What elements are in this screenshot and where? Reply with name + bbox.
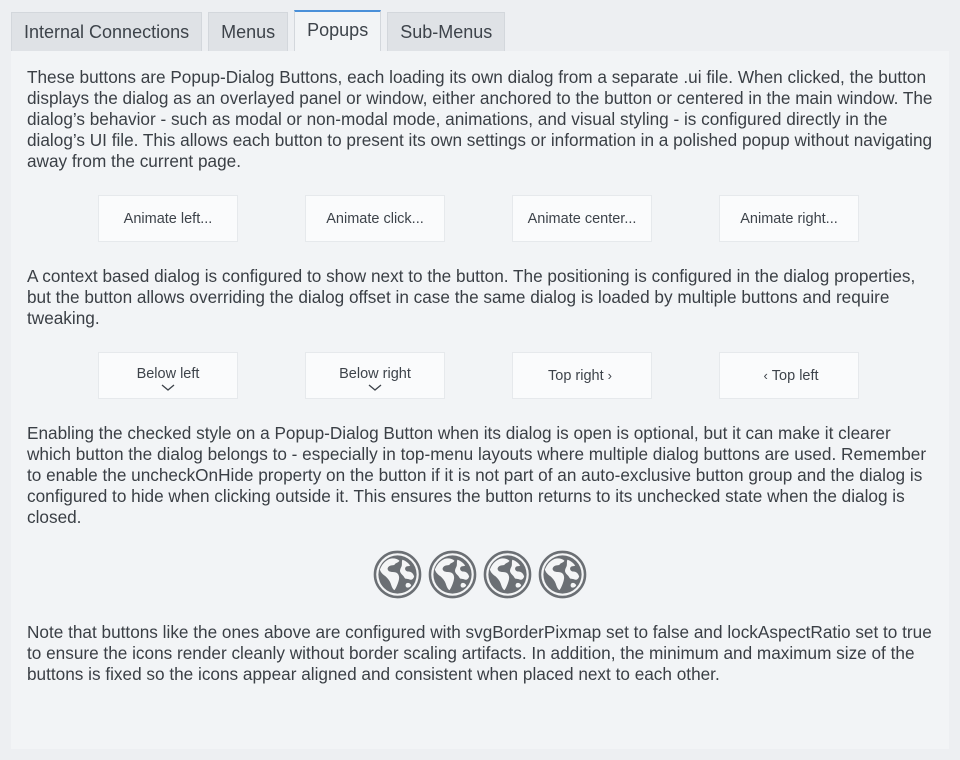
tab-popups[interactable] — [294, 10, 381, 51]
animate-buttons-row — [98, 195, 859, 242]
svg-border-note: Note that buttons like the ones above are configured with svgBorderPixmap set to false and lockAspectRatio set to true to ensure the icons render cleanly without border scaling artifacts. In addition, the minimum and maximum size of the buttons is fixed so the icons appear aligned and consistent when placed next to each other. — [27, 622, 932, 684]
tab-label: Sub-Menus — [400, 21, 493, 42]
globe-icon[interactable] — [428, 550, 477, 599]
popups-panel — [11, 51, 949, 749]
tab-label: Popups — [307, 20, 369, 40]
animate-click-button[interactable]: Animate click... — [305, 195, 445, 242]
below-left-label: Below left — [136, 365, 200, 382]
below-right-label: Below right — [339, 365, 411, 382]
tab-menus[interactable] — [208, 12, 288, 51]
checked-style-description: Enabling the checked style on a Popup-Dialog Button when its dialog is open is optional, but it can make it clearer which button the dialog belongs to - especially in top-menu layouts where multiple dialog buttons are used. Remember to enable the uncheckOnHide property on the button if it is not part of an auto-exclusive button group and the dialog is configured to hide when clicking outside it. This ensures the button returns to its unchecked state when the dialog is closed. — [27, 423, 927, 527]
tab-label: Menus — [221, 21, 276, 42]
tab-internal-connections[interactable] — [11, 12, 202, 51]
position-buttons-row — [98, 352, 859, 399]
animate-center-button[interactable]: Animate center... — [512, 195, 652, 242]
top-left-button[interactable] — [719, 352, 859, 399]
chevron-right-icon: › — [607, 368, 612, 383]
globe-icon[interactable] — [483, 550, 532, 599]
chevron-left-icon: ‹ — [763, 368, 768, 383]
animate-right-button[interactable]: Animate right... — [719, 195, 859, 242]
tab-sub-menus[interactable] — [387, 12, 505, 51]
top-right-button[interactable] — [512, 352, 652, 399]
chevron-down-icon — [368, 384, 382, 392]
top-right-label: Top right — [548, 367, 604, 384]
globe-icon[interactable] — [373, 550, 422, 599]
globe-icon[interactable] — [538, 550, 587, 599]
tab-label: Internal Connections — [24, 21, 190, 42]
context-dialog-description: A context based dialog is configured to show next to the button. The positioning is configured in the dialog properties, but the button allows overriding the dialog offset in case the same dialog is loaded by multiple buttons and require tweaking. — [27, 266, 916, 328]
tab-bar — [11, 10, 511, 51]
animate-left-button[interactable]: Animate left... — [98, 195, 238, 242]
chevron-down-icon — [161, 384, 175, 392]
top-left-label: Top left — [771, 367, 819, 384]
globe-buttons-row — [373, 550, 589, 600]
popup-dialog-description: These buttons are Popup-Dialog Buttons, each loading its own dialog from a separate .ui file. When clicked, the button displays the dialog as an overlayed panel or window, either anchored to the button or centered in the main window. The dialog’s behavior - such as modal or non-modal mode, animations, and visual styling - is configured directly in the dialog’s UI file. This allows each button to present its own settings or information in a polished popup without navigating away from the current page. — [27, 67, 933, 171]
below-left-button[interactable] — [98, 352, 238, 399]
below-right-button[interactable] — [305, 352, 445, 399]
